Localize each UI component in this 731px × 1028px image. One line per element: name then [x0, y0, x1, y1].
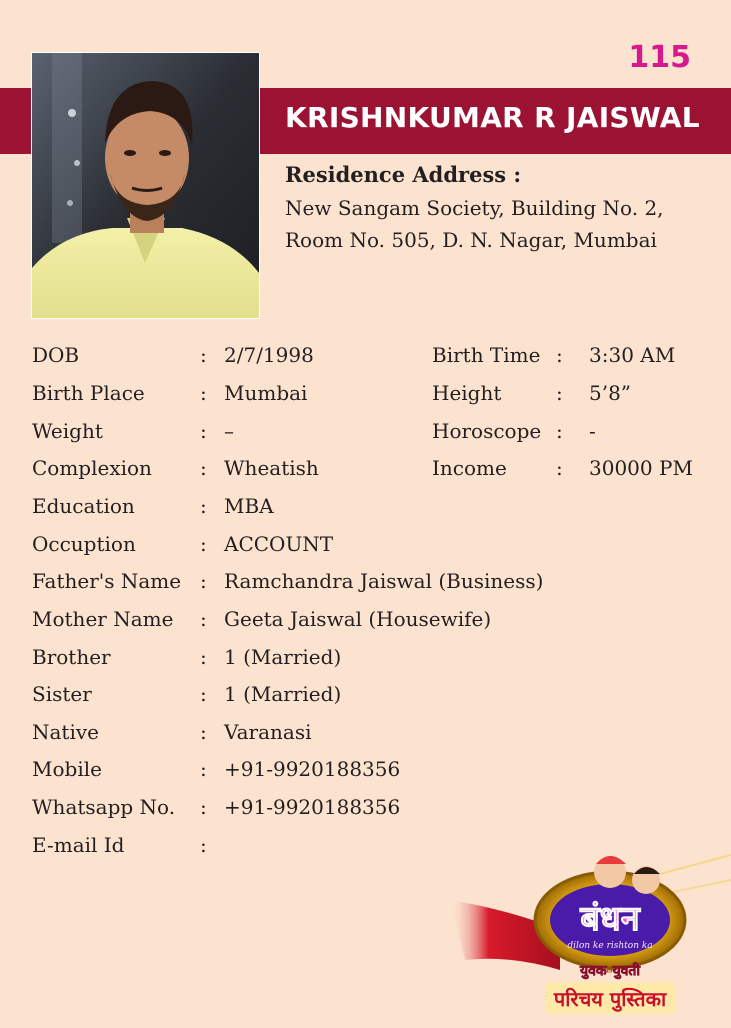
header-band-left — [0, 88, 32, 154]
svg-text:युवक-युवती: युवक-युवती — [580, 963, 640, 979]
person-photo-icon — [32, 53, 259, 318]
address-label: Residence Address : — [285, 162, 522, 187]
detail-value: Mumbai — [224, 381, 308, 405]
address-line-1: New Sangam Society, Building No. 2, — [285, 196, 664, 220]
detail-label: Native — [32, 720, 99, 744]
svg-text:dilon ke rishton ka: dilon ke rishton ka — [567, 941, 653, 951]
detail-value: +91-9920188356 — [224, 795, 401, 819]
profile-name: KRISHNKUMAR R JAISWAL — [285, 101, 700, 134]
detail-colon: : — [200, 645, 207, 669]
detail-label: Birth Place — [32, 381, 145, 405]
page-number: 115 — [628, 40, 691, 75]
detail-colon: : — [200, 795, 207, 819]
detail-value: 1 (Married) — [224, 682, 342, 706]
detail-label: Education — [32, 494, 135, 518]
address-line-2: Room No. 505, D. N. Nagar, Mumbai — [285, 228, 657, 252]
detail-value: Wheatish — [224, 456, 319, 480]
detail-value-2: - — [589, 419, 596, 443]
detail-colon: : — [200, 532, 207, 556]
detail-colon: : — [200, 456, 207, 480]
detail-value: 2/7/1998 — [224, 343, 314, 367]
detail-value: Ramchandra Jaiswal (Business) — [224, 569, 544, 593]
detail-label-2: Height — [432, 381, 502, 405]
detail-label: Brother — [32, 645, 111, 669]
detail-label-2: Income — [432, 456, 507, 480]
detail-colon-2: : — [556, 343, 563, 367]
detail-value: +91-9920188356 — [224, 757, 401, 781]
detail-value-2: 30000 PM — [589, 456, 693, 480]
detail-colon-2: : — [556, 381, 563, 405]
detail-value-2: 5’8” — [589, 381, 632, 405]
detail-label: DOB — [32, 343, 80, 367]
detail-colon: : — [200, 419, 207, 443]
detail-label-2: Birth Time — [432, 343, 541, 367]
detail-label: Sister — [32, 682, 92, 706]
detail-colon-2: : — [556, 419, 563, 443]
detail-colon-2: : — [556, 456, 563, 480]
detail-value: 1 (Married) — [224, 645, 342, 669]
detail-value: Varanasi — [224, 720, 312, 744]
detail-value: Geeta Jaiswal (Housewife) — [224, 607, 492, 631]
logo-emblem-icon — [450, 850, 731, 1024]
detail-colon: : — [200, 757, 207, 781]
bandhan-logo — [450, 850, 731, 1024]
detail-value: ACCOUNT — [224, 532, 334, 556]
svg-text:परिचय पुस्तिका: परिचय पुस्तिका — [553, 987, 667, 1011]
detail-colon: : — [200, 682, 207, 706]
detail-value: – — [224, 419, 234, 443]
detail-colon: : — [200, 720, 207, 744]
detail-value: MBA — [224, 494, 274, 518]
detail-colon: : — [200, 494, 207, 518]
detail-colon: : — [200, 569, 207, 593]
detail-label: Whatsapp No. — [32, 795, 176, 819]
detail-label: Weight — [32, 419, 103, 443]
detail-value-2: 3:30 AM — [589, 343, 676, 367]
detail-label: Occuption — [32, 532, 136, 556]
detail-label: Complexion — [32, 456, 152, 480]
detail-colon: : — [200, 381, 207, 405]
detail-label: Mobile — [32, 757, 102, 781]
profile-photo — [31, 52, 260, 319]
svg-text:बंधन: बंधन — [580, 899, 640, 939]
detail-colon: : — [200, 607, 207, 631]
detail-colon: : — [200, 343, 207, 367]
detail-label: Father's Name — [32, 569, 182, 593]
detail-label: E-mail Id — [32, 833, 125, 857]
detail-label-2: Horoscope — [432, 419, 542, 443]
detail-colon: : — [200, 833, 207, 857]
detail-label: Mother Name — [32, 607, 174, 631]
